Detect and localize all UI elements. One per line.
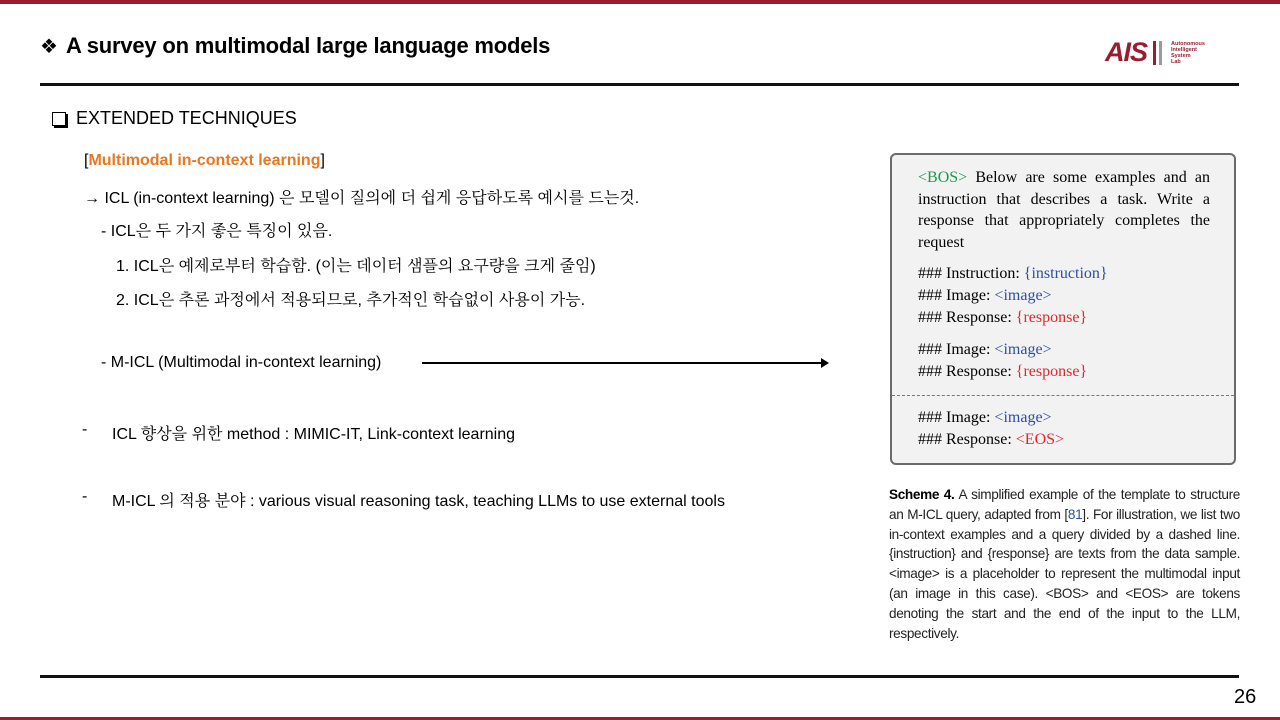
image-placeholder: <image> bbox=[994, 409, 1052, 426]
instruction-label: ### Instruction: bbox=[918, 265, 1024, 282]
template-query-image-line bbox=[918, 409, 1052, 427]
template-query-response-line bbox=[918, 431, 1064, 449]
caption-label: Scheme 4. bbox=[889, 487, 955, 502]
scheme-caption bbox=[889, 485, 1240, 643]
template-response-line bbox=[918, 363, 1087, 381]
image-placeholder: <image> bbox=[994, 341, 1052, 358]
diamond-bullet-icon: ❖ bbox=[40, 35, 58, 58]
micl-item: - M-ICL (Multimodal in-context learning) bbox=[101, 354, 382, 371]
section-heading bbox=[52, 108, 297, 129]
caption-text: A simplified example of the template to structure an M-ICL query, adapted from [ bbox=[889, 487, 1240, 522]
template-intro bbox=[918, 167, 1210, 253]
topic-subtitle bbox=[84, 152, 325, 170]
bos-token: <BOS> bbox=[918, 169, 968, 186]
response-placeholder: {response} bbox=[1015, 363, 1088, 380]
dash-bullet: - bbox=[82, 421, 88, 438]
micl-applications: M-ICL 의 적용 분야 : various visual reasoning task, teaching LLMs to use external tools bbox=[112, 493, 725, 510]
caption-text: ]. For illustration, we list two in-context examples and a query divided by a dashed line. {instruction} and {response} are texts from the data sample. <image> is a placeholder to represent the multimodal input (an image in this case). <BOS> and <EOS> are tokens denoting the start and the end of the input to the LLM, respectively. bbox=[889, 506, 1240, 641]
template-instruction-line bbox=[918, 265, 1108, 283]
template-image-line bbox=[918, 287, 1052, 305]
logo-sub-line: Autonomous bbox=[1171, 40, 1205, 47]
logo-bars-icon bbox=[1153, 41, 1165, 65]
response-label: ### Response: bbox=[918, 363, 1016, 380]
image-label: ### Image: bbox=[918, 341, 995, 358]
dashed-divider bbox=[892, 395, 1234, 396]
bracket-open: [ bbox=[84, 152, 89, 169]
page-number: 26 bbox=[1234, 686, 1257, 708]
response-label: ### Response: bbox=[918, 431, 1016, 448]
logo-subtitle bbox=[1171, 41, 1205, 65]
slide-title: A survey on multimodal large language models bbox=[65, 33, 551, 58]
slide-header bbox=[40, 33, 550, 59]
icl-feature-1: 1. ICL은 예제로부터 학습함. (이는 데이터 샘플의 요구량을 크게 줄임) bbox=[116, 258, 596, 275]
image-label: ### Image: bbox=[918, 409, 995, 426]
icl-feature-2: 2. ICL은 추론 과정에서 적용되므로, 추가적인 학습없이 사용이 가능. bbox=[116, 292, 586, 309]
top-accent-bar bbox=[0, 0, 1280, 4]
template-intro-text: Below are some examples and an instruction that describes a task. Write a response that appropriately completes the request bbox=[918, 169, 1210, 251]
icl-definition: → ICL (in-context learning) 은 모델이 질의에 더 쉽게 응답하도록 예시를 드는것. bbox=[84, 190, 640, 207]
bracket-close: ] bbox=[320, 152, 325, 169]
logo-sub-line: System bbox=[1171, 52, 1191, 59]
micl-template-box bbox=[890, 153, 1236, 465]
image-placeholder: <image> bbox=[994, 287, 1052, 304]
template-response-line bbox=[918, 309, 1087, 327]
image-label: ### Image: bbox=[918, 287, 995, 304]
lab-logo bbox=[1105, 37, 1205, 68]
dash-bullet: - bbox=[82, 488, 88, 505]
template-image-line bbox=[918, 341, 1052, 359]
header-divider bbox=[40, 83, 1239, 86]
icl-methods: ICL 향상을 위한 method : MIMIC-IT, Link-context learning bbox=[112, 426, 516, 443]
eos-token: <EOS> bbox=[1015, 431, 1065, 448]
instruction-placeholder: {instruction} bbox=[1023, 265, 1108, 282]
right-arrow-icon bbox=[422, 362, 827, 364]
logo-text: AIS bbox=[1105, 37, 1148, 67]
checkbox-bullet-icon bbox=[52, 112, 66, 126]
logo-sub-line: Lab bbox=[1171, 58, 1181, 65]
citation-link[interactable]: 81 bbox=[1067, 506, 1083, 522]
footer-divider bbox=[40, 675, 1239, 678]
logo-sub-line: Intelligent bbox=[1171, 46, 1197, 53]
response-label: ### Response: bbox=[918, 309, 1016, 326]
response-placeholder: {response} bbox=[1015, 309, 1088, 326]
section-label: EXTENDED TECHNIQUES bbox=[76, 108, 297, 128]
topic-title: Multimodal in-context learning bbox=[88, 152, 321, 169]
icl-features: - ICL은 두 가지 좋은 특징이 있음. bbox=[101, 223, 333, 240]
